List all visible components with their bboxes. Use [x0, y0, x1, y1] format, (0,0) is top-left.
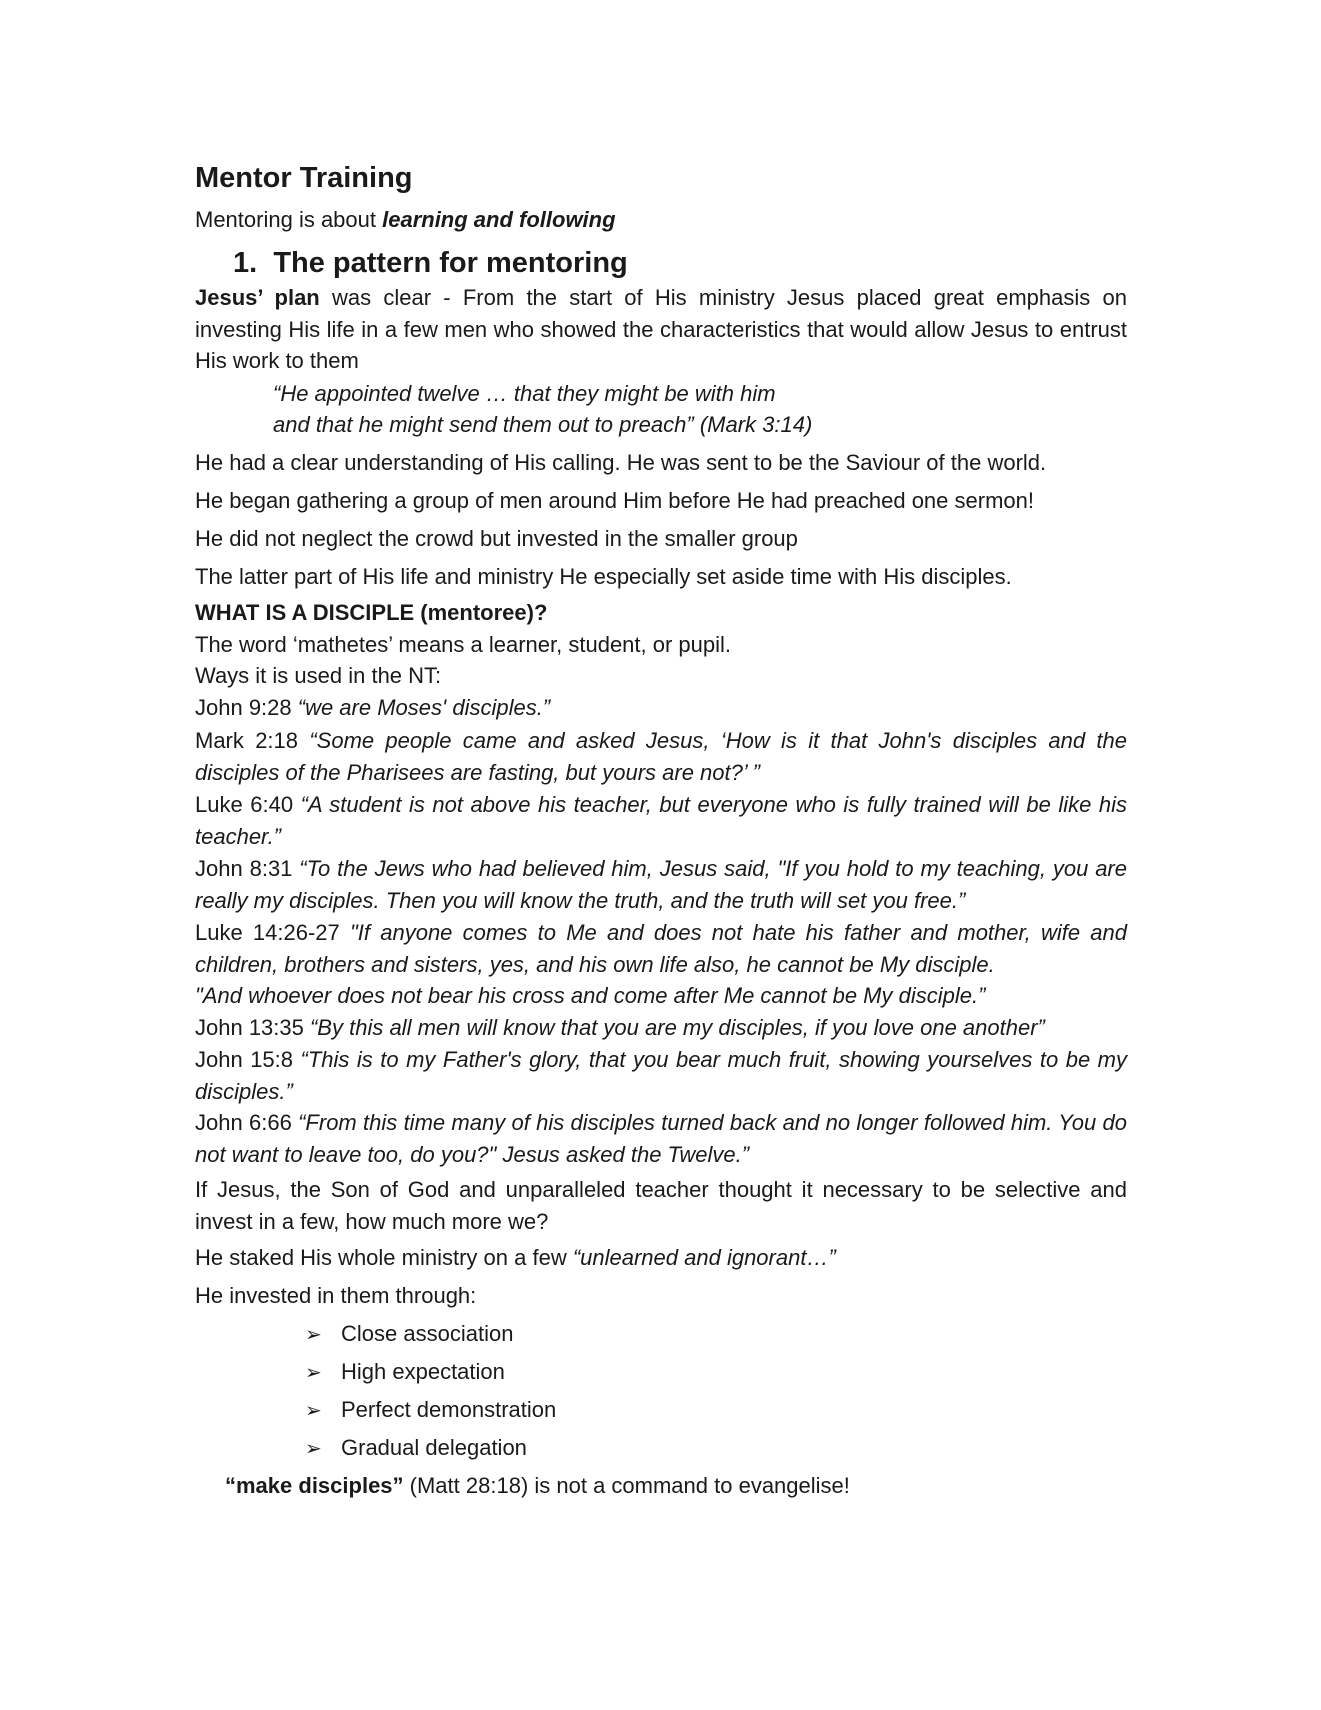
- final-line: [225, 1471, 850, 1501]
- page-title: Mentor Training: [195, 162, 413, 194]
- list-item: [305, 1357, 505, 1388]
- section-title: The pattern for mentoring: [273, 247, 628, 279]
- arrow-bullet-icon: ➢: [305, 1400, 322, 1422]
- point-latter: The latter part of His life and ministry He especially set aside time with His disciples.: [195, 564, 1012, 589]
- list-item-text: Gradual delegation: [341, 1435, 527, 1460]
- point-gathering: He began gathering a group of men around Him before He had preached one sermon!: [195, 488, 1034, 513]
- list-item: [305, 1395, 556, 1426]
- ref-john-15-8: [195, 1044, 1127, 1107]
- ref-quote: “This is to my Father's glory, that you bear much fruit, showing yourselves to be my disciples.”: [195, 1047, 1127, 1104]
- ref-quote: “Some people came and asked Jesus, ‘How is it that John's disciples and the disciples of the Pharisees are fasting, but yours are not?’ ”: [195, 728, 1127, 785]
- list-item: [305, 1319, 513, 1350]
- ref-mark-2-18: [195, 725, 1127, 788]
- ref-label: John 8:31: [195, 856, 300, 881]
- list-item: [305, 1433, 527, 1464]
- ref-john-6-66: [195, 1107, 1127, 1170]
- ref-john-13-35: [195, 1013, 1045, 1043]
- staked-text: He staked His whole ministry on a few: [195, 1245, 573, 1270]
- arrow-bullet-icon: ➢: [305, 1324, 322, 1346]
- disciple-ways: Ways it is used in the NT:: [195, 663, 442, 688]
- ref-quote: “From this time many of his disciples turned back and no longer followed him. You do not want to leave too, do you?" Jesus asked the Twelve.”: [195, 1110, 1127, 1167]
- ref-john-8-31: [195, 853, 1127, 916]
- ref-luke-14-26: [195, 917, 1127, 980]
- point-calling: He had a clear understanding of His calling. He was sent to be the Saviour of the world.: [195, 450, 1047, 475]
- intro-text: Mentoring is about: [195, 207, 383, 232]
- staked-quote: “unlearned and ignorant…”: [572, 1245, 836, 1270]
- plan-bold: Jesus’ plan: [195, 285, 320, 310]
- section-number: 1.: [233, 247, 258, 279]
- ref-luke-6-40: [195, 789, 1127, 852]
- ref-label: John 13:35: [195, 1015, 310, 1040]
- ref-luke-14-27-quote: "And whoever does not bear his cross and come after Me cannot be My disciple.”: [195, 983, 986, 1008]
- ref-quote: “we are Moses' disciples.”: [297, 695, 551, 720]
- list-item-text: Perfect demonstration: [341, 1397, 557, 1422]
- list-item-text: Close association: [341, 1321, 514, 1346]
- list-item-text: High expectation: [341, 1359, 505, 1384]
- ref-label: John 6:66: [195, 1110, 299, 1135]
- quote-line-2: and that he might send them out to preach” (Mark 3:14): [273, 412, 813, 437]
- ref-quote: “To the Jews who had believed him, Jesus said, "If you hold to my teaching, you are really my disciples. Then you will know the truth, and the truth will set you free.”: [195, 856, 1127, 913]
- point-crowd: He did not neglect the crowd but invested in the smaller group: [195, 526, 798, 551]
- selective-paragraph: If Jesus, the Son of God and unparalleled teacher thought it necessary to be selective and invest in a few, how much more we?: [195, 1177, 1127, 1234]
- intro-emphasis: learning and following: [382, 207, 616, 232]
- ref-quote: "If anyone comes to Me and does not hate his father and mother, wife and children, brothers and sisters, yes, and his own life also, he cannot be My disciple.: [195, 920, 1127, 977]
- plan-paragraph: [195, 282, 1127, 377]
- quote-line-1: “He appointed twelve … that they might be with him: [273, 381, 776, 406]
- ref-label: John 15:8: [195, 1047, 301, 1072]
- ref-label: Luke 6:40: [195, 792, 301, 817]
- staked-line: [195, 1243, 836, 1273]
- plan-text: was clear - From the start of His ministry Jesus placed great emphasis on investing His life in a few men who showed the characteristics that would allow Jesus to entrust His work to them: [195, 285, 1127, 373]
- ref-quote: “By this all men will know that you are my disciples, if you love one another”: [309, 1015, 1045, 1040]
- ref-quote: “A student is not above his teacher, but everyone who is fully trained will be like his teacher.”: [195, 792, 1127, 849]
- intro-line: [195, 205, 616, 235]
- ref-label: John 9:28: [195, 695, 298, 720]
- arrow-bullet-icon: ➢: [305, 1438, 322, 1460]
- disciple-heading: WHAT IS A DISCIPLE (mentoree)?: [195, 600, 548, 625]
- final-bold: “make disciples”: [225, 1473, 404, 1498]
- ref-label: Luke 14:26-27: [195, 920, 350, 945]
- ref-label: Mark 2:18: [195, 728, 310, 753]
- section-heading: [233, 243, 628, 283]
- final-text: (Matt 28:18) is not a command to evangelise!: [403, 1473, 850, 1498]
- invested-line: He invested in them through:: [195, 1283, 477, 1308]
- arrow-bullet-icon: ➢: [305, 1362, 322, 1384]
- ref-john-9-28: [195, 693, 550, 723]
- disciple-definition: The word ‘mathetes’ means a learner, student, or pupil.: [195, 632, 732, 657]
